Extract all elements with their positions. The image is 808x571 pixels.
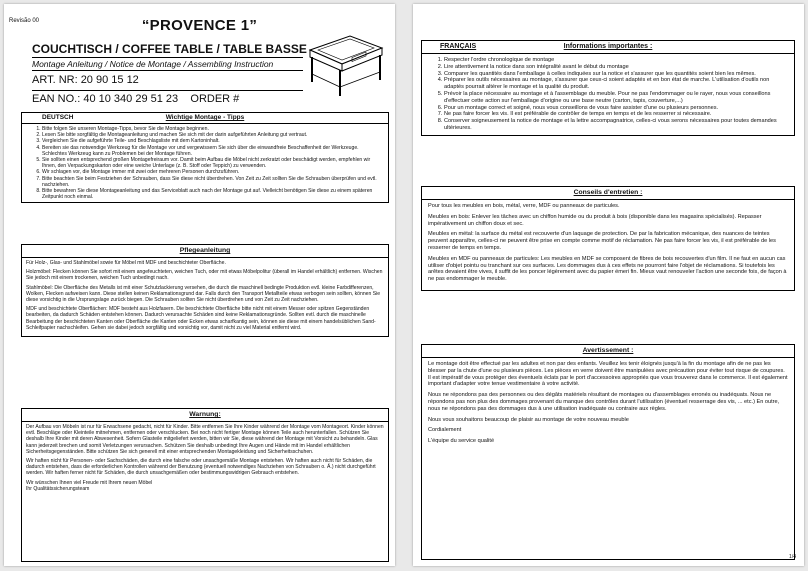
paragraph: Wir haften nicht für Personen- oder Sachschäden, die durch eine falsche oder unsachgemäße Montage entstehen. Wir haften auch nicht für Schäden, die dadurch entstehen, dass die erforderlichen Kontrollen während der Benutzung (eventuell notwendiges Nachziehen von Schrauben o. Ä.) nicht durchgeführt werden. Wir haften ferner nicht für Schäden, die durch unsachgemäßen oder bestimmungswidrigen Gebrauch entstehen.	[26, 458, 376, 477]
list-item: 6. Wir schlagen vor, die Montage immer mit zwei oder mehreren Personen durchzuführen.	[42, 169, 384, 175]
avertissement-section	[421, 344, 795, 560]
list-item: 7. Bitte beachten Sie beim Festziehen der Schrauben, dass Sie diese nicht überdrehen. Von Zeit zu Zeit sollten Sie die Schrauben überprüfen und evtl. nachziehen.	[42, 176, 384, 188]
conseils-section	[421, 186, 795, 291]
list-item: 8. Conserver soigneusement la notice de montage et la lettre accompagnatrice, celles-ci vous serons nécessaires pour toutes demandes ultérieures.	[444, 118, 788, 132]
language-label-fr: FRANÇAIS	[440, 43, 477, 50]
product-title: “PROVENCE 1”	[141, 17, 258, 34]
instructions-label: Montage Anleitung / Notice de Montage / Assembling Instruction	[32, 59, 274, 69]
care-heading: Pflegeanleitung	[22, 245, 388, 258]
coffee-table-icon	[304, 22, 386, 102]
list-item: 5. Sie sollten einen entsprechend großen Montagefreiraum vor. Damit beim Aufbau die Möbel nicht zerkratzt oder beschädigt werden, empfehlen wir Ihnen, den Verpackungskarton oder eine weiche Unterlage (z. B. Stoff oder Teppich) zu verwenden.	[42, 157, 384, 169]
article-number: ART. NR: 20 90 15 12	[32, 74, 139, 86]
list-item: 3. Vergleichen Sie die aufgeführte Teile- und Beschlagsliste mit dem Kartoninhalt.	[42, 138, 384, 144]
list-item: 2. Lesen Sie bitte sorgfältig die Montageanleitung und machen Sie sich mit der darin aufgeführten Anleitung gut vertraut.	[42, 132, 384, 138]
left-page	[4, 4, 395, 566]
paragraph: L'équipe du service qualité	[428, 438, 495, 445]
ean-value: EAN NO.: 40 10 340 29 51 23	[32, 93, 179, 105]
avertissement-heading: Avertissement :	[422, 345, 794, 358]
list-item: 8. Bitte bewahren Sie diese Montageanleitung und das Serviceblatt auch nach der Montage gut auf. Vielleicht benötigen Sie diese zu einem späteren Zeitpunkt noch einmal.	[42, 188, 384, 200]
paragraph: MDF und beschichtete Oberflächen: MDF besteht aus Holzfasern. Die beschichtete Oberfläche bitte nicht mit einem Messer oder spitzen Gegenständen bearbeiten, da dadurch Schäden entstehen können. Dadurch verursachte Schäden sind keine Reklamationsgründe. Sollten evtl. durch die maschinelle Bearbeitung der beschichteten Kanten oder Oberfläche die Kanten oder Ecken etwas scharfkantig sein, können sie diese mit einem handelsüblichen Sand-Schleifpapier nachschleifen. Gehen sie dabei jedoch sorgfältig und vorsichtig vor, damit nicht zu viel Material entfernt wird.	[26, 306, 376, 331]
conseils-heading: Conseils d'entretien :	[422, 187, 794, 200]
paragraph: Holzmöbel: Flecken können Sie sofort mit einem angefeuchteten, weichen Tuch, oder mit etwas Möbelpolitur (überall im Handel erhältlich) entfernen. Wischen Sie jedoch mit einem trockenen, weichen Tuch unbedingt nach.	[26, 269, 383, 282]
language-label-de: DEUTSCH	[42, 114, 74, 121]
warning-section	[21, 408, 389, 562]
page-number: 1/4	[789, 554, 796, 560]
coffee-table-drawing	[304, 22, 386, 107]
list-item: 1. Bitte folgen Sie unseren Montage-Tipps, bevor Sie die Montage beginnen.	[42, 126, 384, 132]
order-label: ORDER #	[190, 93, 240, 105]
paragraph: Für Holz-, Glas- und Stahlmöbel sowie für Möbel mit MDF und beschichteter Oberfläche.	[26, 260, 226, 266]
paragraph: Meubles en bois: Enlever les tâches avec un chiffon humide ou du produit à bois (disponible dans les magasins spécialisés). Repasser impérativement un chiffon doux et sec.	[428, 213, 762, 227]
tips-heading-de: Wichtige Montage - Tipps	[165, 114, 245, 121]
francais-tips-section	[421, 40, 795, 136]
paragraph: Stahlmöbel: Die Oberfläche des Metalls ist mit einer Schutzlackierung versehen, die durch die maschinell bedingte Produktion evtl. kleine Farbdifferenzen, Wolken, Flecken aufweisen kann. Diese stellen keinen Reklamationsgrund dar. Falls durch den Transport Metallteile etwas verbogen sein sollten, können Sie diese vorsichtig in die Ursprungslage zurück biegen. Die Schrauben sollten Sie nicht überdrehen und von Zeit zu Zeit nachziehen.	[26, 284, 381, 304]
paragraph: Pour tous les meubles en bois, métal, verre, MDF ou panneaux de particules.	[428, 203, 620, 209]
list-item: 4. Bereiten sie das notwendige Werkzeug für die Montage vor und vergewissern Sie sich über die einwandfreie Beschaffenheit der Werkzeuge. Schlechtes Werkzeug kann zu Problemen bei der Montage führen.	[42, 145, 384, 157]
list-item: 5. Prévoir la place nécessaire au montage et à l'assemblage du meuble. Pour ne pas l'endommager ou le rayer, nous vous conseillons d'effectuer cette action sur l'emballage d'origine ou une base neutre (carton, tapis, couverture,...)	[444, 91, 788, 105]
instructions-rule	[32, 70, 303, 71]
tips-heading-fr: Informations importantes :	[563, 43, 653, 50]
list-item: 3. Comparer les quantités dans l'emballage à celles indiquées sur la notice et s'assurer que les quantités soient bien les mêmes.	[444, 71, 788, 78]
list-item: 2. Lire attentivement la notice dans son intégralité avant le début du montage	[444, 64, 788, 71]
paragraph: Wir wünschen Ihnen viel Freude mit Ihrem neuen Möbel	[26, 479, 153, 486]
article-rule	[32, 90, 303, 91]
product-subtitle: COUCHTISCH / COFFEE TABLE / TABLE BASSE	[32, 42, 307, 56]
warning-heading: Warnung:	[22, 409, 388, 422]
paragraph: Meubles en MDF ou panneaux de particules: Les meubles en MDF se composent de fibres de bois recouvertes d'un film. Il ne faut en aucun cas utiliser d'objet pointu ou tranchant sur ces surfaces. Les dommages dus à ces effets ne pourront faire l'objet de réclamations. Si toutefois les arêtes devaient être vives, il suffit de les poncer légèrement avec du papier émeri fin. Mieux vaut renouveler l'action une seconde fois, de façon à ne pas endommager le meuble.	[428, 255, 787, 283]
deutsch-tips-section	[21, 112, 389, 203]
list-item: 1. Respecter l'ordre chronologique de montage	[444, 57, 788, 64]
list-item: 7. Ne pas faire forcer les vis. Il est préférable de contrôler de temps en temps et de les resserrer si nécessaire.	[444, 111, 788, 118]
care-instructions-section	[21, 244, 389, 337]
list-item: 6. Pour un montage correct et soigné, nous vous conseillons de vous faire assister d'une ou plusieurs personnes.	[444, 105, 788, 112]
paragraph: Cordialement	[428, 427, 462, 434]
subtitle-rule	[32, 57, 303, 58]
right-page	[413, 4, 804, 566]
ean-number	[32, 93, 239, 105]
paragraph: Der Aufbau von Möbeln ist nur für Erwachsene gedacht, nicht für Kinder. Bitte entfernen Sie Ihre Kinder während der Montage vom Montageort. Kinder können evtl. Beschläge oder Kleinteile mitnehmen, entfernen oder verschlucken. Bei noch nicht fertiger Montage können Teile auch herunterfallen. Schützen Sie deshalb Ihre Kinder mit deren Abwesenheit. Sofern Glasteile mitgeliefert werden, bitten wir Sie, diese während der Montage mit Vorsicht zu behandeln. Glas kann jederzeit brechen und somit Verletzungen verursachen. Schützen Sie deshalb unbedingt Ihre Augen und Hände mit im Handel erhältlichen Sicherheitsgegenständen. Bitte schützen Sie sich generell mit einer entsprechenden Montagekleidung und Sicherheitsschuhen.	[26, 424, 384, 455]
paragraph: Nous vous souhaitons beaucoup de plaisir au montage de votre nouveau meuble	[428, 416, 629, 423]
paragraph: Nous ne répondons pas des personnes ou des dégâts matériels résultant de montages ou d'assemblages erronés ou inadéquats. Nous ne répondons pas non plus des dommages provenant du manque des contrôles durant l'utilisation (éventuel resserrage des vis, ... etc.) En outre, nous ne répondons pas des dommages dus à une utilisation inadéquate ou contraire aux règles.	[428, 392, 780, 412]
paragraph: Meubles en métal: la surface du métal est recouverte d'un laquage de protection. De par la fabrication mécanique, des nuances de teintes peuvent apparaître, celles-ci ne peuvent être prise en compte comme motif de réclamation. Ne pas faire forcer les vis, il est préférable de les resserrer de temps en temps.	[428, 231, 776, 251]
paragraph: Ihr Qualitätssicherungsteam	[26, 485, 90, 492]
paragraph: Le montage doit être effectué par les adultes et non par des enfants. Veuillez les tenir éloignés jusqu'à la fin du montage afin de ne pas les blesser par la chute d'une ou plusieurs pièces. Les pièces en verre doivent être manipulées avec précaution pour éviter tout risque de coupures. Il est impératif de vous protéger des éventuels éclats par le port d'accessoires appropriés que vous trouverez dans le commerce. Il est également important d'adapter votre tenue vestimentaire à votre activité.	[428, 361, 788, 388]
list-item: 4. Préparer les outils nécessaires au montage, s'assurer que ceux-ci soient adaptés et en bon état de marche. L'utilisation d'outils non adaptés pourrait altérer le montage et la qualité du produit.	[444, 77, 788, 91]
revision-label: Revisão 00	[9, 18, 40, 24]
